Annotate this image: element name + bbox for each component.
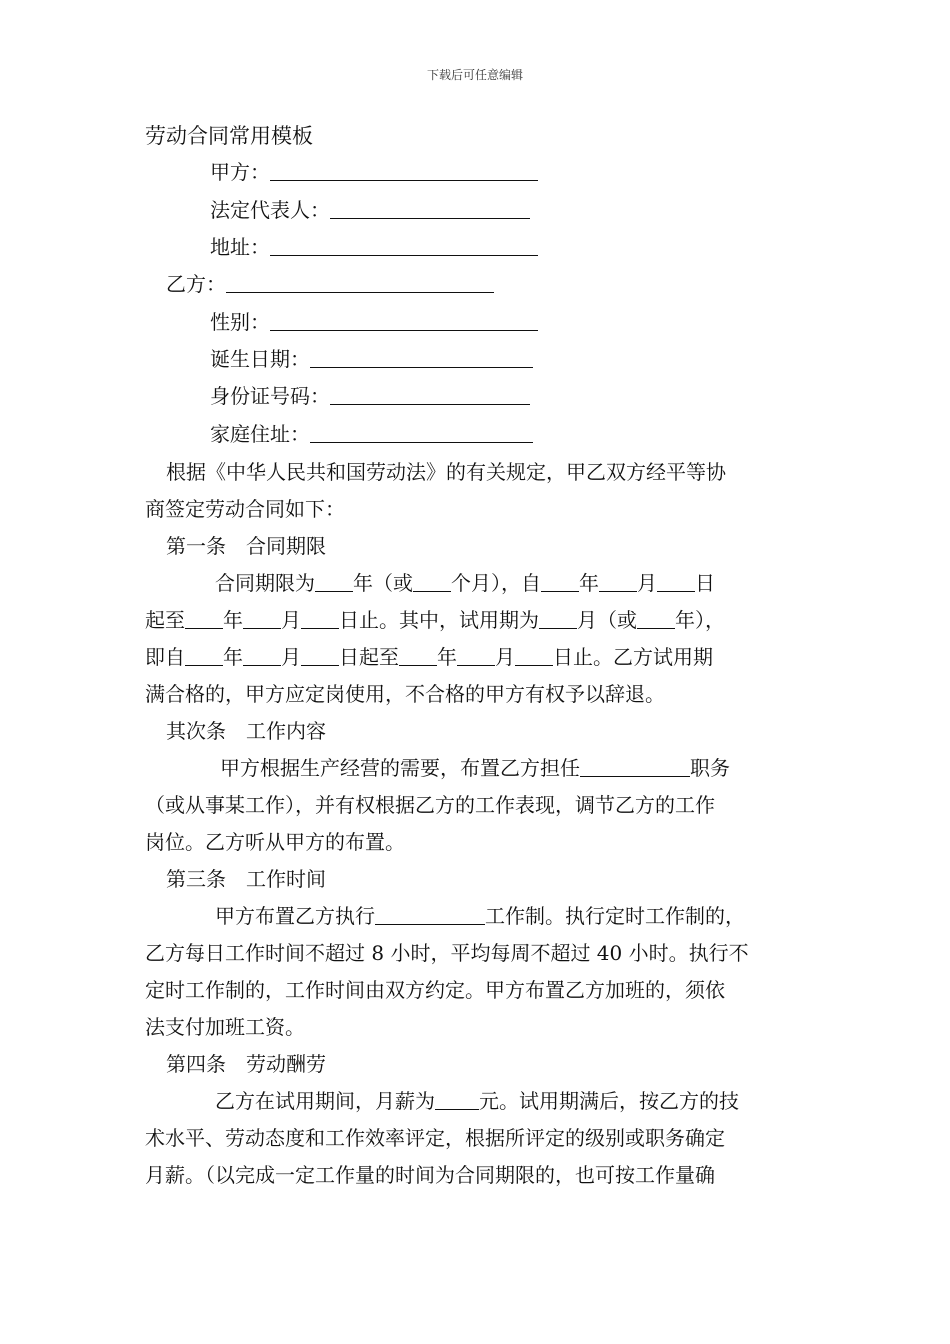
article-2-line-2: （或从事某工作），并有权根据乙方的工作表现，调节乙方的工作	[145, 793, 715, 817]
address-blank[interactable]	[270, 237, 538, 256]
article-3-heading: 第三条 工作时间	[166, 867, 326, 891]
text: 日起至	[339, 645, 399, 669]
text: 年（或	[353, 571, 413, 595]
text: 甲方布置乙方执行	[215, 904, 375, 928]
salary-blank[interactable]	[435, 1091, 479, 1110]
start-year-blank[interactable]	[541, 573, 579, 592]
text: 工作制。执行定时工作制的，	[485, 904, 745, 928]
article-3-line-2: 乙方每日工作时间不超过 8 小时，平均每周不超过 40 小时。执行不	[145, 941, 749, 965]
gender-label: 性别：	[210, 310, 270, 334]
home-address-blank[interactable]	[310, 424, 533, 443]
party-a-blank[interactable]	[270, 162, 538, 181]
birth-date-blank[interactable]	[310, 349, 533, 368]
text: 年	[223, 608, 243, 632]
article-1-line-1	[215, 571, 715, 595]
end-month-blank[interactable]	[243, 610, 281, 629]
months-blank[interactable]	[413, 573, 451, 592]
party-b-label: 乙方：	[166, 272, 226, 296]
article-4-heading: 第四条 劳动酬劳	[166, 1052, 326, 1076]
text: 月	[281, 608, 301, 632]
text: 个月），自	[451, 571, 541, 595]
text: 月	[637, 571, 657, 595]
article-3-line-1	[215, 904, 745, 928]
work-system-blank[interactable]	[375, 906, 485, 925]
text: 月	[281, 645, 301, 669]
intro-line-1: 根据《中华人民共和国劳动法》的有关规定，甲乙双方经平等协	[166, 460, 726, 484]
id-number-field	[210, 384, 530, 408]
text: 日止。其中，试用期为	[339, 608, 539, 632]
text: 乙方在试用期间，月薪为	[215, 1089, 435, 1113]
text: 起至	[145, 608, 185, 632]
text: 合同期限为	[215, 571, 315, 595]
article-2-line-1	[220, 756, 730, 780]
text: 甲方根据生产经营的需要，布置乙方担任	[220, 756, 580, 780]
gender-field	[210, 310, 538, 334]
article-4-line-3: 月薪。（以完成一定工作量的时间为合同期限的，也可按工作量确	[145, 1163, 715, 1187]
id-number-label: 身份证号码：	[210, 384, 330, 408]
party-a-field	[210, 160, 538, 184]
text: 年），	[675, 608, 725, 632]
text: 年	[437, 645, 457, 669]
page-header: 下载后可任意编辑	[426, 68, 523, 82]
start-month-blank[interactable]	[599, 573, 637, 592]
text: 日	[695, 571, 715, 595]
text: 元。试用期满后，按乙方的技	[479, 1089, 739, 1113]
text: 月（或	[577, 608, 637, 632]
prob-start-year-blank[interactable]	[185, 647, 223, 666]
probation-year-blank[interactable]	[637, 610, 675, 629]
article-1-line-2	[145, 608, 725, 632]
party-a-label: 甲方：	[210, 160, 270, 184]
article-4-line-2: 术水平、劳动态度和工作效率评定，根据所评定的级别或职务确定	[145, 1126, 725, 1150]
article-3-line-3: 定时工作制的，工作时间由双方约定。甲方布置乙方加班的，须依	[145, 978, 725, 1002]
start-day-blank[interactable]	[657, 573, 695, 592]
party-b-field	[166, 272, 494, 296]
prob-start-month-blank[interactable]	[243, 647, 281, 666]
birth-date-field	[210, 347, 533, 371]
prob-end-month-blank[interactable]	[457, 647, 495, 666]
legal-rep-blank[interactable]	[330, 200, 530, 219]
article-1-line-4: 满合格的，甲方应定岗使用，不合格的甲方有权予以辞退。	[145, 682, 665, 706]
end-year-blank[interactable]	[185, 610, 223, 629]
home-address-label: 家庭住址：	[210, 422, 310, 446]
article-2-heading: 其次条 工作内容	[166, 719, 326, 743]
birth-date-label: 诞生日期：	[210, 347, 310, 371]
probation-month-blank[interactable]	[539, 610, 577, 629]
year-blank[interactable]	[315, 573, 353, 592]
prob-start-day-blank[interactable]	[301, 647, 339, 666]
home-address-field	[210, 422, 533, 446]
text: 月	[495, 645, 515, 669]
prob-end-year-blank[interactable]	[399, 647, 437, 666]
intro-line-2: 商签定劳动合同如下：	[145, 497, 345, 521]
address-field	[210, 235, 538, 259]
document-title: 劳动合同常用模板	[145, 124, 313, 148]
address-label: 地址：	[210, 235, 270, 259]
party-b-blank[interactable]	[226, 274, 494, 293]
id-number-blank[interactable]	[330, 386, 530, 405]
article-3-line-4: 法支付加班工资。	[145, 1015, 305, 1039]
text: 即自	[145, 645, 185, 669]
article-1-line-3	[145, 645, 713, 669]
position-blank[interactable]	[580, 758, 690, 777]
legal-rep-field	[210, 198, 530, 222]
text: 年	[579, 571, 599, 595]
article-1-heading: 第一条 合同期限	[166, 534, 326, 558]
end-day-blank[interactable]	[301, 610, 339, 629]
prob-end-day-blank[interactable]	[515, 647, 553, 666]
legal-rep-label: 法定代表人：	[210, 198, 330, 222]
text: 年	[223, 645, 243, 669]
article-4-line-1	[215, 1089, 739, 1113]
gender-blank[interactable]	[270, 312, 538, 331]
text: 职务	[690, 756, 730, 780]
text: 日止。乙方试用期	[553, 645, 713, 669]
article-2-line-3: 岗位。乙方听从甲方的布置。	[145, 830, 405, 854]
